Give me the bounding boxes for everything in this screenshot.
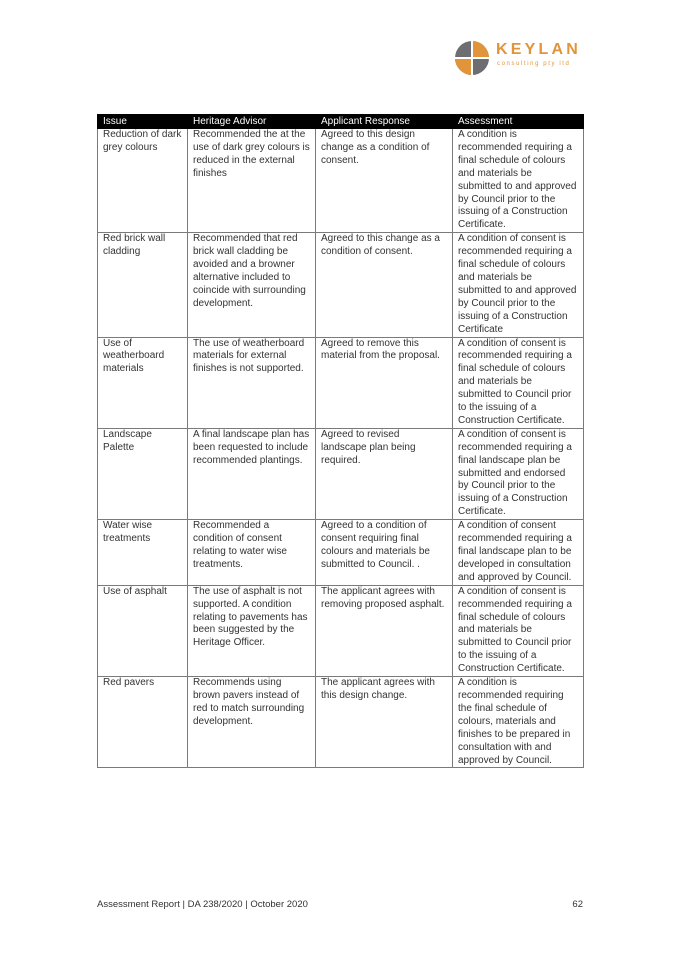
issue-cell: Reduction of dark grey colours (98, 129, 188, 233)
table-row (98, 233, 584, 337)
response-cell: Agreed to a condition of consent requiring final colours and materials be submitted to Council. . (316, 520, 453, 586)
table-row (98, 677, 584, 768)
issue-cell: Red pavers (98, 677, 188, 768)
keylan-logo-mark-icon (452, 38, 492, 78)
header-assessment: Assessment (453, 115, 584, 129)
logo-brand-name: KEYLAN (496, 41, 581, 58)
assessment-cell: A condition of consent is recommended requiring a final schedule of colours and materials be submitted to and approved by Council prior to the issuing of a Construction Certificate (453, 233, 584, 337)
assessment-cell: A condition is recommended requiring a final schedule of colours and materials be submitted to and approved by Council prior to the issuing of a Construction Certificate. (453, 129, 584, 233)
response-cell: The applicant agrees with this design change. (316, 677, 453, 768)
response-cell: Agreed to this design change as a condition of consent. (316, 129, 453, 233)
issue-cell: Red brick wall cladding (98, 233, 188, 337)
table-row (98, 520, 584, 586)
advisor-cell: The use of asphalt is not supported. A condition relating to pavements has been suggested by the Heritage Officer. (188, 585, 316, 676)
issue-cell: Landscape Palette (98, 428, 188, 519)
table-row (98, 129, 584, 233)
advisor-cell: Recommends using brown pavers instead of red to match surrounding development. (188, 677, 316, 768)
page-number: 62 (572, 899, 583, 910)
logo-tagline: consulting pty ltd (497, 61, 571, 67)
report-footer: Assessment Report | DA 238/2020 | October 2020 (97, 899, 308, 910)
header-applicant-response: Applicant Response (316, 115, 453, 129)
response-cell: The applicant agrees with removing proposed asphalt. (316, 585, 453, 676)
response-cell: Agreed to remove this material from the proposal. (316, 337, 453, 428)
issue-cell: Use of asphalt (98, 585, 188, 676)
header-issue: Issue (98, 115, 188, 129)
response-cell: Agreed to this change as a condition of consent. (316, 233, 453, 337)
table-header-row (98, 115, 584, 129)
assessment-cell: A condition of consent is recommended requiring a final landscape plan be submitted and endorsed by Council prior to the issuing of a Construction Certificate. (453, 428, 584, 519)
advisor-cell: Recommended that red brick wall cladding be avoided and a browner alternative included to coincide with surrounding development. (188, 233, 316, 337)
table-row (98, 337, 584, 428)
table-row (98, 428, 584, 519)
heritage-assessment-table (97, 114, 584, 768)
advisor-cell: Recommended a condition of consent relating to water wise treatments. (188, 520, 316, 586)
advisor-cell: A final landscape plan has been requested to include recommended plantings. (188, 428, 316, 519)
issue-cell: Use of weatherboard materials (98, 337, 188, 428)
assessment-cell: A condition of consent is recommended requiring a final schedule of colours and materials be submitted to Council prior to the issuing of a Construction Certificate. (453, 337, 584, 428)
assessment-cell: A condition of consent is recommended requiring a final schedule of colours and materials be submitted to Council prior to the issuing of a Construction Certificate. (453, 585, 584, 676)
issue-cell: Water wise treatments (98, 520, 188, 586)
table-row (98, 585, 584, 676)
advisor-cell: The use of weatherboard materials for external finishes is not supported. (188, 337, 316, 428)
assessment-cell: A condition is recommended requiring the final schedule of colours, materials and finishes to be prepared in consultation with and approved by Council. (453, 677, 584, 768)
keylan-logo (452, 38, 592, 78)
response-cell: Agreed to revised landscape plan being required. (316, 428, 453, 519)
assessment-cell: A condition of consent recommended requiring a final landscape plan to be developed in consultation and approved by Council. (453, 520, 584, 586)
header-heritage-advisor: Heritage Advisor (188, 115, 316, 129)
advisor-cell: Recommended the at the use of dark grey colours is reduced in the external finishes (188, 129, 316, 233)
